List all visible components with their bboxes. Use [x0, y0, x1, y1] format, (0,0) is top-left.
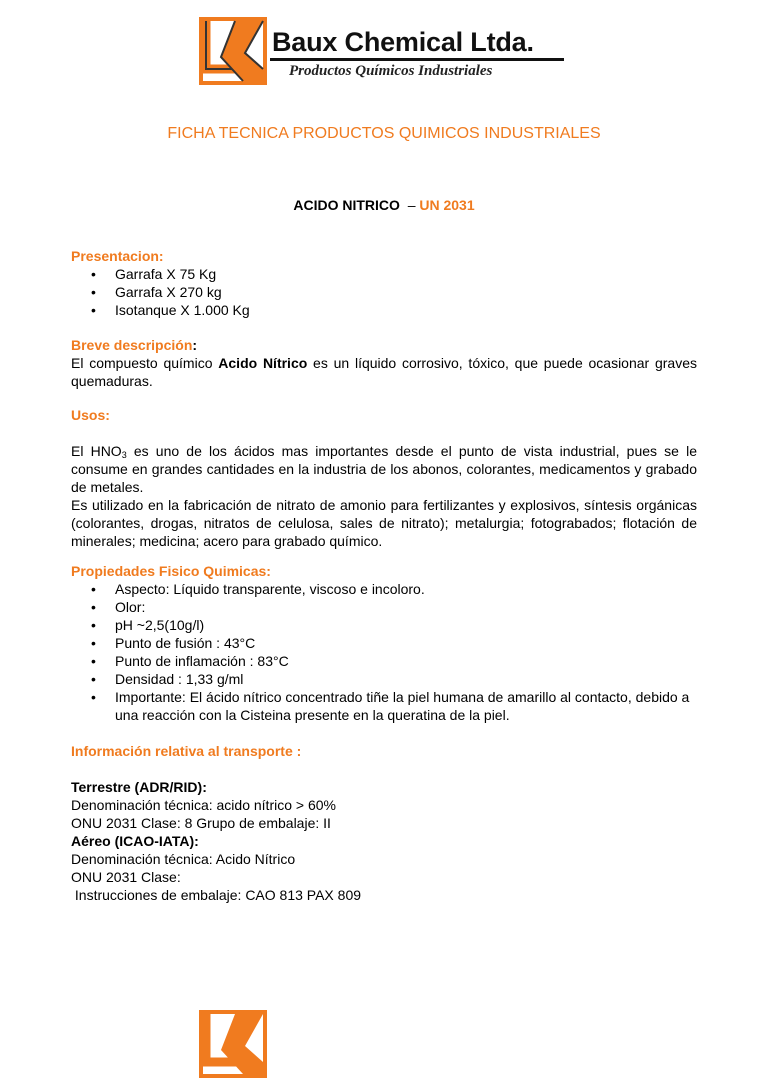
usos-paragraph-1: [71, 442, 697, 496]
breve-text-bold: Acido Nítrico: [218, 355, 308, 371]
breve-heading: [71, 336, 697, 354]
list-item: • Punto de inflamación : 83°C: [71, 652, 697, 670]
list-item: • Aspecto: Líquido transparente, viscoso e incoloro.: [71, 580, 697, 598]
aereo-line: Instrucciones de embalaje: CAO 813 PAX 809: [71, 887, 362, 903]
baux-logo-footer-icon: [199, 1010, 267, 1078]
section-propiedades: [71, 562, 697, 724]
usos-paragraph-2: Es utilizado en la fabricación de nitrato de amonio para fertilizantes y explosivos, síntesis orgánicas (colorantes, drogas, nitratos de celulosa, sales de nitrato); metalurgia; fotograbados; flotación de minerales; medicina; acero para grabado químico.: [71, 497, 697, 549]
terrestre-heading: Terrestre (ADR/RID):: [71, 779, 207, 795]
usos-p1-sub: 3: [121, 450, 127, 460]
list-item: • Garrafa X 270 kg: [71, 283, 697, 301]
un-code: UN 2031: [419, 197, 475, 213]
aereo-heading: Aéreo (ICAO-IATA):: [71, 833, 199, 849]
product-name: ACIDO NITRICO: [293, 197, 400, 213]
list-item: • pH ~2,5(10g/l): [71, 616, 697, 634]
usos-p1-pre: El HNO: [71, 443, 122, 459]
list-item: • Isotanque X 1.000 Kg: [71, 301, 697, 319]
breve-text-before: El compuesto químico: [71, 355, 219, 371]
list-item: • Punto de fusión : 43°C: [71, 634, 697, 652]
breve-heading-colon: :: [192, 337, 198, 353]
usos-heading: Usos:: [71, 407, 110, 423]
section-presentacion: [71, 247, 697, 319]
breve-text: [71, 354, 697, 390]
presentacion-list: [71, 265, 697, 319]
section-breve-descripcion: [71, 336, 697, 390]
list-item: • Importante: El ácido nítrico concentrado tiñe la piel humana de amarillo al contacto, debido a una reacción con la Cisteina presente en la queratina de la piel.: [71, 688, 697, 724]
propiedades-list: [71, 580, 697, 724]
section-usos: [71, 406, 697, 550]
usos-p1-post: es uno de los ácidos mas importantes desde el punto de vista industrial, pues se le consume en grandes cantidades en la industria de los abonos, colorantes, medicamentos y grabado de metales.: [71, 443, 697, 495]
aereo-line: ONU 2031 Clase:: [71, 869, 181, 885]
product-line: [0, 196, 768, 214]
transporte-heading: Información relativa al transporte :: [71, 743, 302, 759]
section-transporte: [71, 742, 697, 904]
terrestre-line: Denominación técnica: acido nítrico > 60%: [71, 797, 336, 813]
aereo-line: Denominación técnica: Acido Nítrico: [71, 851, 296, 867]
company-name-underline: [270, 58, 564, 61]
product-separator: –: [407, 197, 416, 213]
breve-text-after: es un líquido corrosivo, tóxico, que puede ocasionar graves quemaduras.: [71, 355, 697, 389]
breve-heading-text: Breve descripción: [71, 337, 193, 353]
company-name: Baux Chemical Ltda.: [272, 27, 534, 57]
presentacion-heading: Presentacion:: [71, 248, 164, 264]
list-item: • Olor:: [71, 598, 697, 616]
document-title: FICHA TECNICA PRODUCTOS QUIMICOS INDUSTRIALES: [167, 125, 601, 142]
company-tagline: Productos Químicos Industriales: [289, 63, 493, 79]
propiedades-heading: Propiedades Fisico Quimicas:: [71, 563, 271, 579]
list-item: • Densidad : 1,33 g/ml: [71, 670, 697, 688]
list-item: • Garrafa X 75 Kg: [71, 265, 697, 283]
baux-logo-icon: [199, 17, 267, 85]
terrestre-line: ONU 2031 Clase: 8 Grupo de embalaje: II: [71, 815, 331, 831]
